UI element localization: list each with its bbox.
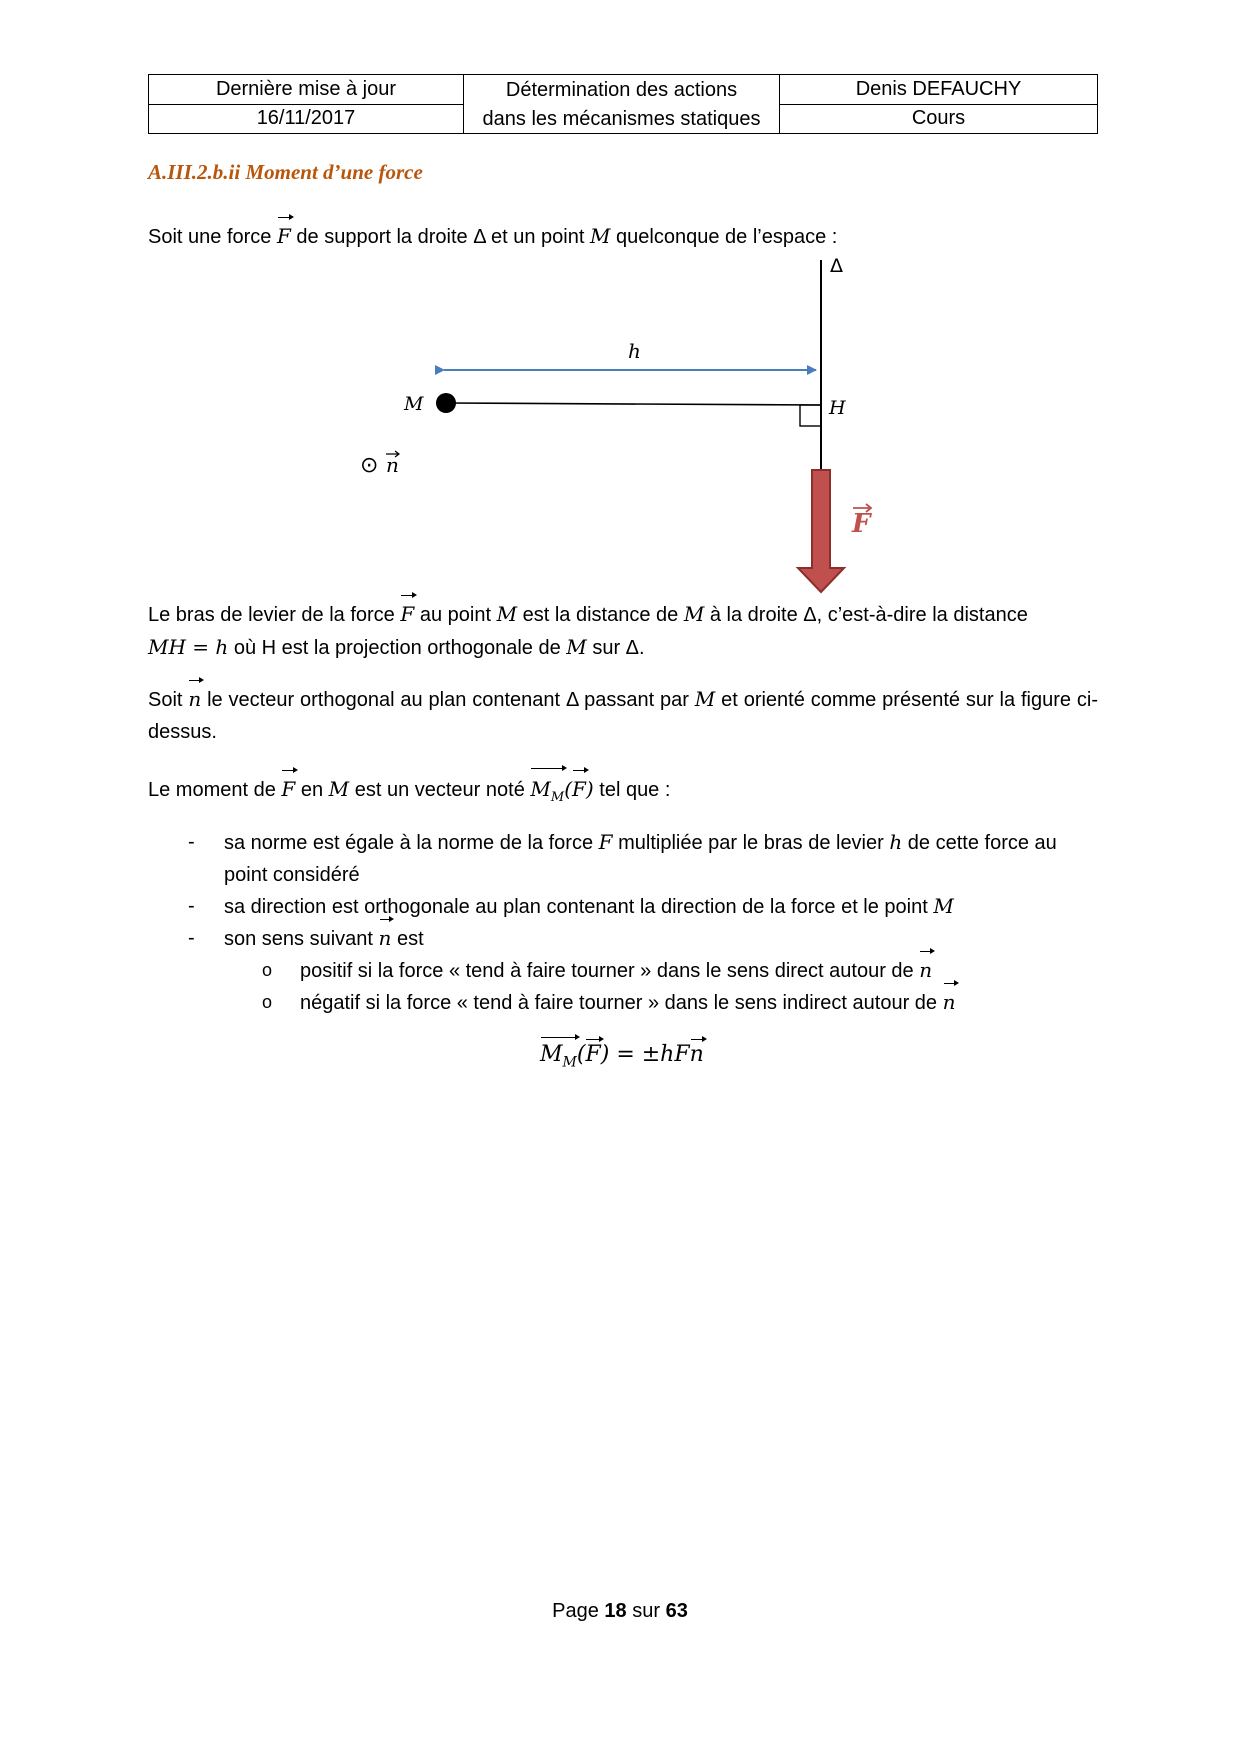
M-label: M	[404, 393, 424, 415]
header-date-label: Dernière mise à jour	[149, 75, 463, 105]
p3-text-3: est un vecteur noté	[349, 779, 531, 801]
point-M: M	[496, 602, 518, 626]
p1-text-1: Le bras de levier de la force	[148, 604, 401, 626]
intro-text-1: Soit une force	[148, 226, 277, 248]
vector-n: n	[689, 1042, 704, 1067]
paren-open: (	[576, 1042, 586, 1067]
vector-n: n	[919, 954, 932, 986]
header-col-title	[464, 75, 780, 133]
bullet-2-text-1: sa direction est orthogonale au plan contenant la direction de la force et le point	[224, 896, 934, 918]
distance-MH: MH = h	[148, 635, 229, 659]
p1-text-4: à la droite Δ, c’est-à-dire la distance	[704, 604, 1028, 626]
header-title-line1: Détermination des actions	[505, 79, 738, 101]
header-title-line2: dans les mécanismes statiques	[482, 108, 761, 130]
vector-F: F	[585, 1042, 601, 1067]
vector-n: n	[943, 986, 956, 1018]
bullet-dash: -	[188, 927, 195, 949]
header-table	[148, 74, 1098, 134]
formula-rhs: = ±hF	[616, 1042, 690, 1067]
bullet-dash: -	[188, 831, 195, 853]
delta-label: Δ	[830, 255, 843, 277]
sub-bullet-circle: o	[262, 960, 273, 980]
p3-text-1: Le moment de	[148, 779, 282, 801]
header-col-date	[149, 75, 464, 133]
right-angle-mark	[800, 405, 821, 426]
p2-text-2: le vecteur orthogonal au plan contenant Δ passant par	[201, 689, 695, 711]
point-M: M	[566, 635, 587, 659]
paren-close: )	[585, 777, 594, 801]
moment-formula	[540, 1042, 704, 1070]
section-title: A.III.2.b.ii Moment d’une force	[148, 160, 423, 184]
point-M: M	[589, 224, 611, 248]
moment-subscript: M	[562, 1054, 577, 1071]
vector-n: n	[379, 922, 392, 954]
intro-text-2: de support la droite Δ et un point	[290, 226, 590, 248]
moment-vector	[540, 1042, 577, 1070]
bullet-1-text-4: point considéré	[224, 864, 360, 886]
bullet-1-text-3: de cette force au	[902, 832, 1057, 854]
vector-F: F	[572, 773, 586, 805]
bullet-1-text-2: multipliée par le bras de levier	[612, 832, 890, 854]
vector-F: F	[400, 598, 414, 630]
sub-bullet-circle: o	[262, 992, 273, 1012]
header-doc-type: Cours	[911, 107, 966, 129]
bullet-3-text-1: son sens suivant	[224, 928, 379, 950]
sub-bullet-2-text: négatif si la force « tend à faire tourner » dans le sens indirect autour de	[300, 992, 943, 1014]
segment-MH	[446, 403, 821, 405]
footer-prefix: Page	[552, 1600, 605, 1622]
intro-text-3: quelconque de l’espace :	[610, 226, 838, 248]
paren-close: )	[600, 1042, 617, 1067]
lever-arm-paragraph	[148, 598, 1098, 664]
moment-symbol: M	[540, 1042, 563, 1067]
force-F: F	[598, 830, 613, 854]
vector-F: F	[281, 773, 295, 805]
p1-text-6: sur Δ.	[586, 637, 645, 659]
bullet-1-text-1: sa norme est égale à la norme de la force	[224, 832, 599, 854]
moment-figure	[340, 250, 900, 600]
p3-text-2: en	[295, 779, 329, 801]
moment-vector	[530, 773, 564, 814]
moment-symbol: M	[530, 777, 551, 801]
p2-text-1: Soit	[148, 689, 189, 711]
header-author: Denis DEFAUCHY	[780, 75, 1097, 105]
p1-text-2: au point	[414, 604, 497, 626]
H-label: H	[829, 397, 846, 419]
lever-h: h	[889, 830, 903, 854]
paren-open: (	[564, 777, 572, 801]
p1-text-3: est la distance de	[517, 604, 684, 626]
n-label: n	[386, 453, 399, 477]
moment-subscript: M	[550, 790, 565, 805]
bullet-3-text-2: est	[391, 928, 424, 950]
h-label: h	[628, 339, 641, 363]
moment-definition-paragraph	[148, 773, 1098, 814]
force-arrow	[798, 470, 844, 592]
page-total: 63	[665, 1600, 688, 1622]
header-col-author	[780, 75, 1097, 133]
footer-mid: sur	[626, 1600, 666, 1622]
sub-bullet-1-text: positif si la force « tend à faire tourner » dans le sens direct autour de	[300, 960, 920, 982]
intro-paragraph	[148, 220, 1098, 253]
n-out-of-plane-icon: ⊙	[360, 453, 379, 478]
p1-text-5: où H est la projection orthogonale de	[228, 637, 567, 659]
vector-F: F	[277, 220, 291, 252]
normal-vector-paragraph	[148, 683, 1098, 748]
page-footer	[0, 1600, 1240, 1623]
vector-n: n	[188, 683, 201, 715]
point-M: M	[694, 687, 716, 711]
p3-text-4: tel que :	[593, 779, 671, 801]
page-number: 18	[604, 1600, 627, 1622]
bullet-dash: -	[188, 895, 195, 917]
F-label: F	[852, 509, 871, 539]
p2-text-3: et orienté comme présenté sur la figure ci-dessus.	[148, 689, 1098, 743]
point-M: M	[933, 894, 954, 918]
header-date-value: 16/11/2017	[256, 107, 356, 129]
point-M: M	[683, 602, 705, 626]
point-M: M	[328, 777, 350, 801]
point-M-dot	[436, 393, 456, 413]
